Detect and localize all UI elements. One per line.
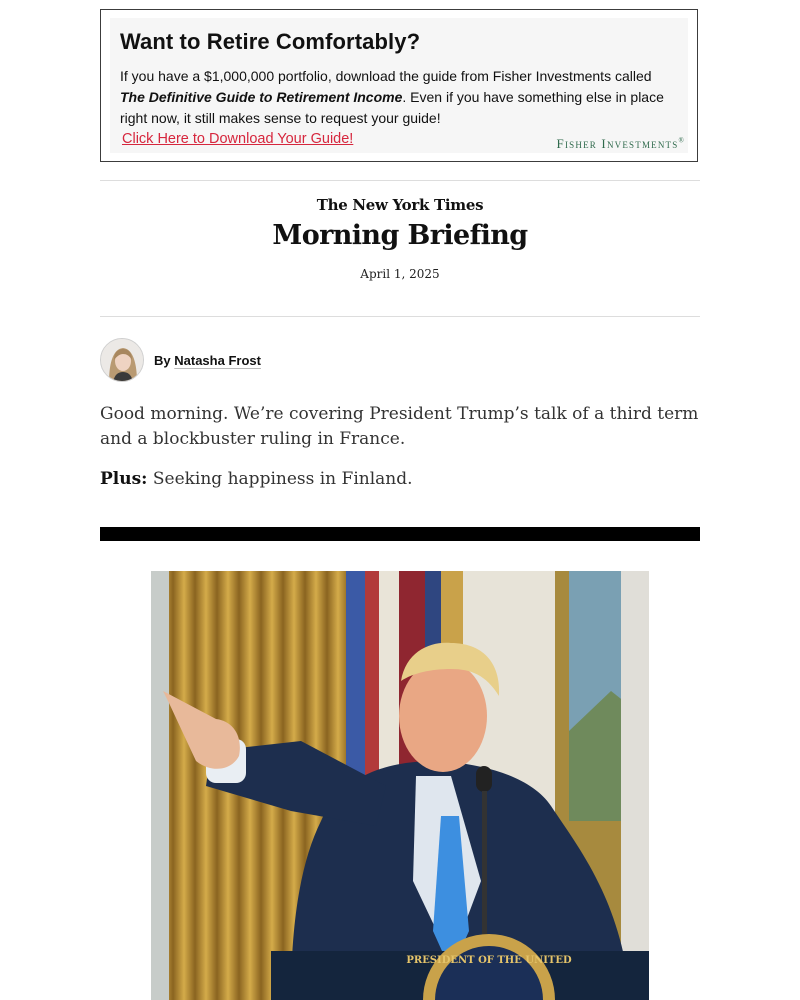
ad-download-link[interactable]: Click Here to Download Your Guide! <box>122 131 354 147</box>
ad-body <box>120 66 680 129</box>
plus-paragraph <box>100 467 700 492</box>
newsletter-title: Morning Briefing <box>272 220 528 251</box>
ad-title: Want to Retire Comfortably? <box>120 29 421 54</box>
section-bar <box>100 527 700 541</box>
intro-paragraph: Good morning. We’re covering President Trump’s talk of a third term and a blockbuster ruling in France. <box>100 404 699 449</box>
byline-text <box>154 353 261 368</box>
author-name-link[interactable]: Natasha Frost <box>174 352 261 368</box>
masthead <box>100 196 700 281</box>
newsletter-date: April 1, 2025 <box>360 267 440 281</box>
ad-guide-title: The Definitive Guide to Retirement Income <box>120 89 403 105</box>
byline <box>100 337 261 383</box>
byline-prefix: By <box>154 352 171 368</box>
lead-photo-illustration <box>151 571 649 1000</box>
ad-body-line1: If you have a $1,000,000 portfolio, download the guide from Fisher Investments called <box>120 68 652 84</box>
ad-brand-name: Fisher Investments <box>556 136 679 151</box>
fisher-investments-logo <box>557 136 685 152</box>
divider-top <box>100 180 700 181</box>
registered-mark: ® <box>678 136 685 145</box>
plus-text: Seeking happiness in Finland. <box>147 469 413 489</box>
author-portrait-icon <box>101 339 144 382</box>
nyt-logo[interactable]: The New York Times <box>316 196 484 214</box>
ad-body-line2: . Even if you have something else in place right now, it still makes sense to request your guide! <box>120 89 664 126</box>
podium-seal-text: PRESIDENT OF THE UNITED <box>406 955 572 966</box>
lead-photo[interactable] <box>151 571 649 1000</box>
ad-banner[interactable] <box>100 9 698 162</box>
author-avatar[interactable] <box>100 338 144 382</box>
divider-masthead <box>100 316 700 317</box>
plus-label: Plus: <box>100 469 148 489</box>
